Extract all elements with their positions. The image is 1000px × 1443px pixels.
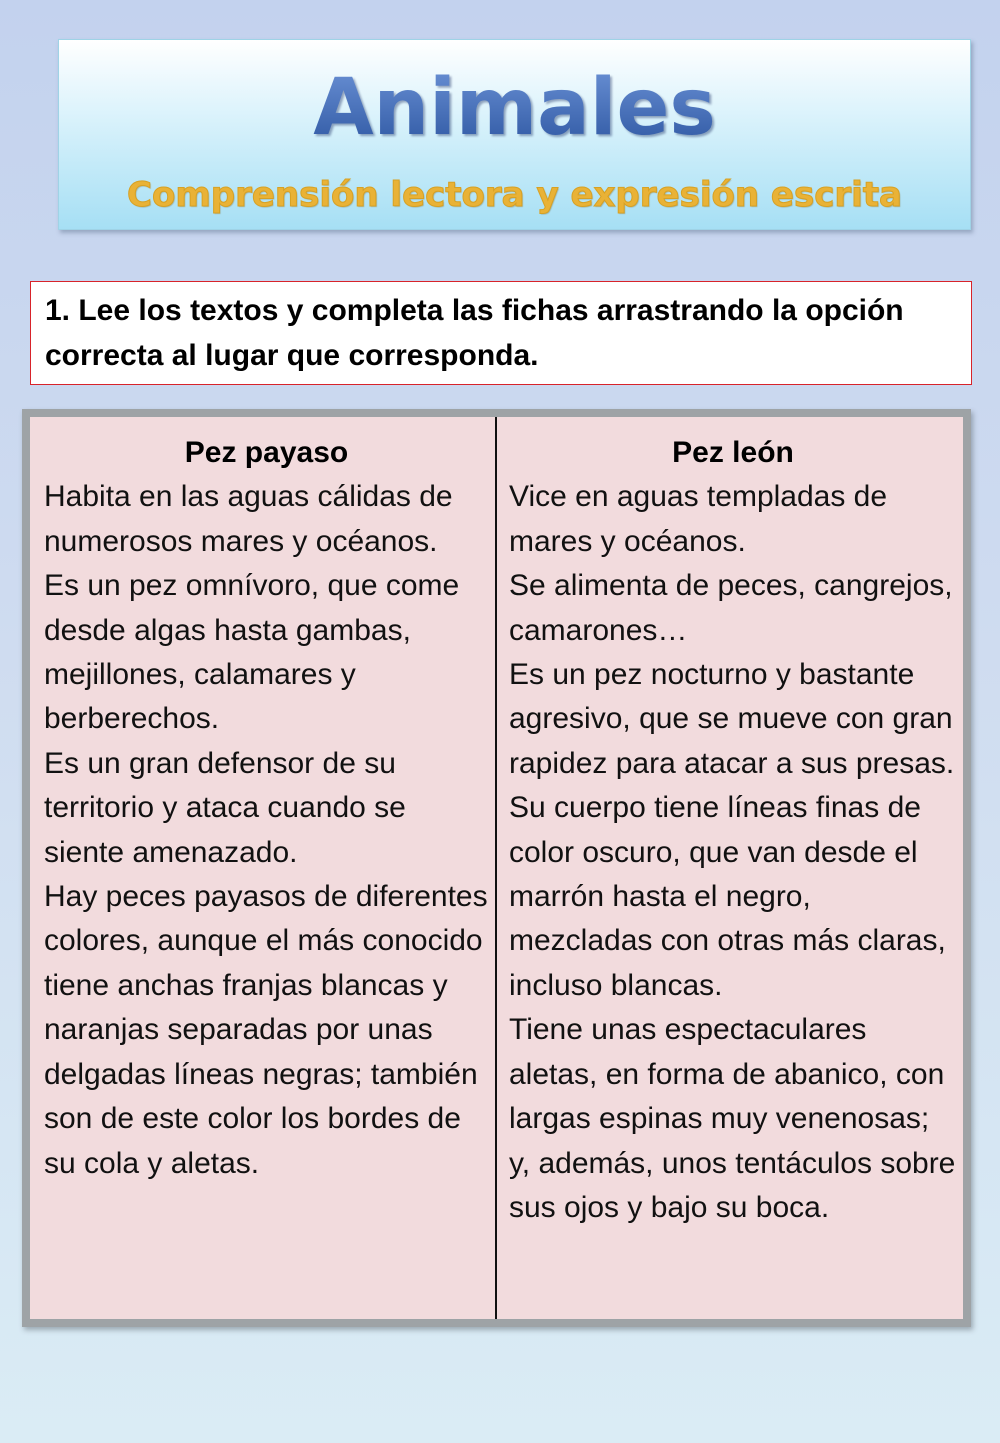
paragraph: Tiene unas espectaculares aletas, en forma de abanico, con largas espinas muy venenosas; y, además, unos tentáculos sobre sus ojos y bajo su boca. <box>509 1013 956 1224</box>
paragraph: Hay peces payasos de diferentes colores, aunque el más conocido tiene anchas franjas blancas y naranjas separadas por unas delgadas líneas negras; también son de este color los bordes de su cola y aletas. <box>44 880 488 1180</box>
column-heading: Pez león <box>672 436 794 469</box>
paragraph: Se alimenta de peces, cangrejos, camarones… <box>509 569 953 647</box>
instruction-box <box>30 281 972 385</box>
paragraph: Vice en aguas templadas de mares y océanos. <box>509 480 888 558</box>
instruction-text: 1. Lee los textos y completa las fichas arrastrando la opción correcta al lugar que corresponda. <box>45 294 904 372</box>
paragraph: Su cuerpo tiene líneas finas de color oscuro, que van desde el marrón hasta el negro, mezcladas con otras más claras, incluso blancas. <box>509 791 946 1002</box>
title-banner <box>58 39 971 230</box>
page-subtitle: Comprensión lectora y expresión escrita <box>127 175 902 215</box>
column-text <box>44 475 489 1186</box>
reading-table <box>22 409 971 1327</box>
paragraph: Es un gran defensor de su territorio y ataca cuando se siente amenazado. <box>44 746 406 869</box>
page-title: Animales <box>59 63 970 153</box>
column-pez-payaso <box>30 417 497 1319</box>
paragraph: Es un pez omnívoro, que come desde algas hasta gambas, mejillones, calamares y berberechos. <box>44 569 460 736</box>
paragraph: Habita en las aguas cálidas de numerosos mares y océanos. <box>44 480 453 558</box>
paragraph: Es un pez nocturno y bastante agresivo, que se mueve con gran rapidez para atacar a sus presas. <box>509 658 955 780</box>
column-text <box>509 475 957 1230</box>
column-heading: Pez payaso <box>184 436 349 469</box>
column-pez-leon <box>497 417 963 1319</box>
